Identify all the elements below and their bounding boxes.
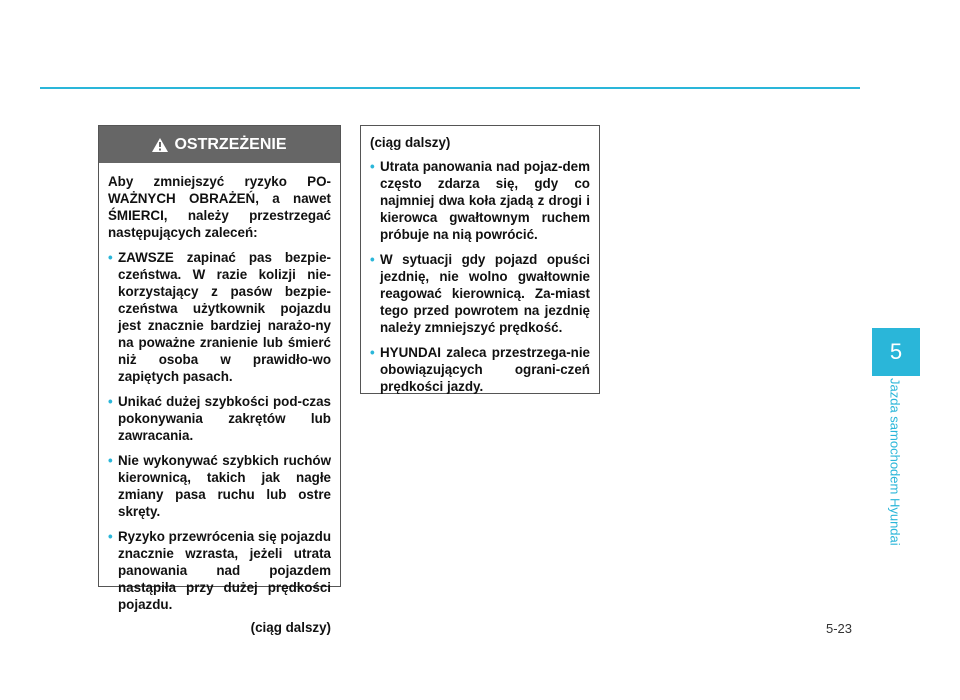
bullet-icon: • <box>370 159 375 174</box>
warning-title: OSTRZEŻENIE <box>174 135 287 153</box>
warning-item: • Nie wykonywać szybkich ruchów kierownicą, takich jak nagłe zmiany pasa ruchu lub ostre skręty. <box>108 453 331 519</box>
bullet-icon: • <box>370 345 375 360</box>
warning-header <box>99 126 340 163</box>
warning-triangle-icon <box>152 138 168 152</box>
warning-item: • ZAWSZE zapinać pas bezpie-czeństwa. W razie kolizji nie-korzystający z pasów bezpie-czeństwa użytkownik pojazdu jest znacznie bardziej narażo-ny na poważne zranienie lub śmierć niż osoba w prawidło-wo zapiętych pasach. <box>108 250 331 384</box>
bullet-icon: • <box>108 529 113 544</box>
chapter-tab <box>872 328 920 376</box>
bullet-icon: • <box>108 394 113 409</box>
warning-intro: Aby zmniejszyć ryzyko PO-WAŻNYCH OBRAŻEŃ, a nawet ŚMIERCI, należy przestrzegać następujących zaleceń: <box>108 174 331 240</box>
continued-label: (ciąg dalszy) <box>250 620 331 635</box>
warning-box <box>98 125 341 635</box>
warning-item: • Ryzyko przewrócenia się pojazdu znacznie wzrasta, jeżeli utrata panowania nad pojazdem nastąpiła przy dużej prędkości pojazdu. <box>108 529 331 612</box>
continuation-box <box>360 125 600 394</box>
top-rule <box>40 87 860 89</box>
page-number: 5-23 <box>826 621 853 636</box>
continuation-item: • Utrata panowania nad pojaz-dem często zdarza się, gdy co najmniej dwa koła zjadą z drogi i kierowca gwałtownym ruchem próbuje na nią powrócić. <box>370 159 590 242</box>
continuation-item: • W sytuacji gdy pojazd opuści jezdnię, nie wolno gwałtownie reagować kierownicą. Za-miast tego przed powrotem na jezdnię należy zmniejszyć prędkość. <box>370 252 590 335</box>
bullet-icon: • <box>370 252 375 267</box>
warning-item: • Unikać dużej szybkości pod-czas pokonywania zakrętów lub zawracania. <box>108 394 331 443</box>
chapter-title: Jazda samochodem Hyundai <box>887 378 903 546</box>
continuation-item: • HYUNDAI zaleca przestrzega-nie obowiązujących ograni-czeń prędkości jazdy. <box>370 345 590 394</box>
bullet-icon: • <box>108 453 113 468</box>
continuation-header: (ciąg dalszy) <box>370 135 451 150</box>
chapter-number: 5 <box>889 339 903 364</box>
bullet-icon: • <box>108 250 113 265</box>
